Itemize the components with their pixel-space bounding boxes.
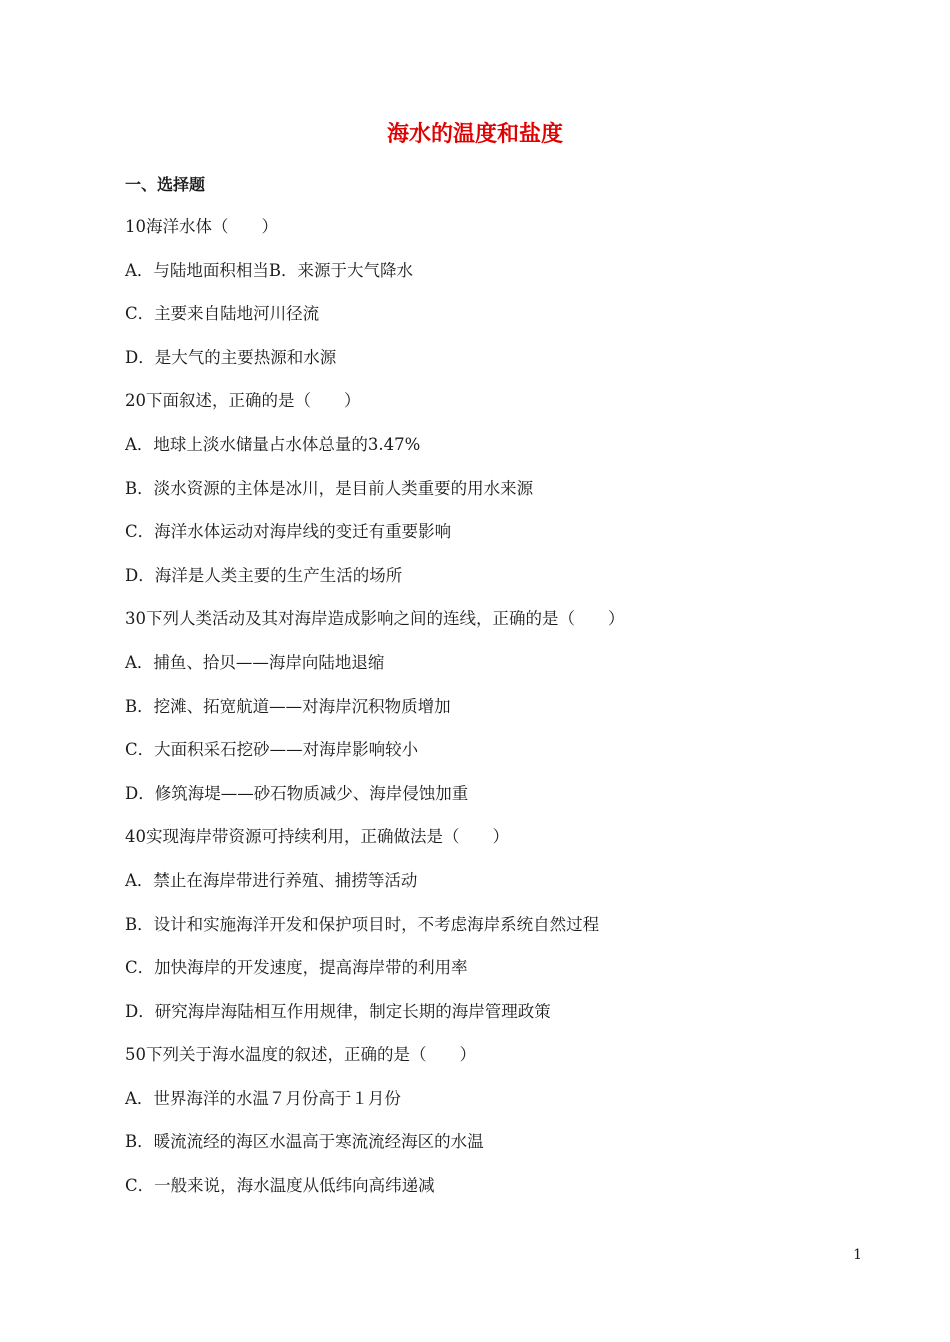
question-2-option-a: A．地球上淡水储量占水体总量的3.47% (125, 434, 421, 454)
question-3-option-c: C．大面积采石挖砂——对海岸影响较小 (125, 740, 419, 760)
question-4-option-b: B．设计和实施海洋开发和保护项目时，不考虑海岸系统自然过程 (125, 914, 600, 934)
question-3-option-d: D．修筑海堤——砂石物质减少、海岸侵蚀加重 (125, 783, 469, 803)
question-4-option-a: A．禁止在海岸带进行养殖、捕捞等活动 (125, 870, 418, 890)
question-5-option-a: A．世界海洋的水温７月份高于１月份 (125, 1088, 401, 1108)
question-2-option-b: B．淡水资源的主体是冰川，是目前人类重要的用水来源 (125, 478, 534, 498)
question-1-stem: 10海洋水体（ ） (125, 217, 278, 236)
question-4-option-c: C．加快海岸的开发速度，提高海岸带的利用率 (125, 958, 468, 978)
question-3-stem: 30下列人类活动及其对海岸造成影响之间的连线，正确的是（ ） (125, 609, 625, 629)
question-4-option-d: D．研究海岸海陆相互作用规律，制定长期的海岸管理政策 (125, 1001, 551, 1021)
question-5-option-c: C．一般来说，海水温度从低纬向高纬递减 (125, 1176, 435, 1196)
question-3-option-a: A．捕鱼、拾贝——海岸向陆地退缩 (125, 652, 385, 672)
page-number: 1 (853, 1247, 862, 1263)
question-1-option-c: C．主要来自陆地河川径流 (125, 304, 320, 324)
question-3-option-b: B．挖滩、拓宽航道——对海岸沉积物质增加 (125, 696, 451, 716)
question-1-option-ab: A．与陆地面积相当B．来源于大气降水 (125, 260, 414, 280)
question-list (125, 213, 845, 1216)
section-heading: 一、选择题 (125, 175, 206, 194)
question-5-stem: 50下列关于海水温度的叙述，正确的是（ ） (125, 1045, 476, 1065)
question-4-stem: 40实现海岸带资源可持续利用，正确做法是（ ） (125, 827, 509, 847)
question-2-stem: 20下面叙述，正确的是（ ） (125, 391, 361, 411)
question-5-option-b: B．暖流流经的海区水温高于寒流流经海区的水温 (125, 1132, 484, 1152)
question-2-option-d: D．海洋是人类主要的生产生活的场所 (125, 565, 403, 585)
question-1-option-d: D．是大气的主要热源和水源 (125, 347, 337, 367)
page-title: 海水的温度和盐度 (386, 122, 563, 147)
question-2-option-c: C．海洋水体运动对海岸线的变迁有重要影响 (125, 522, 452, 542)
